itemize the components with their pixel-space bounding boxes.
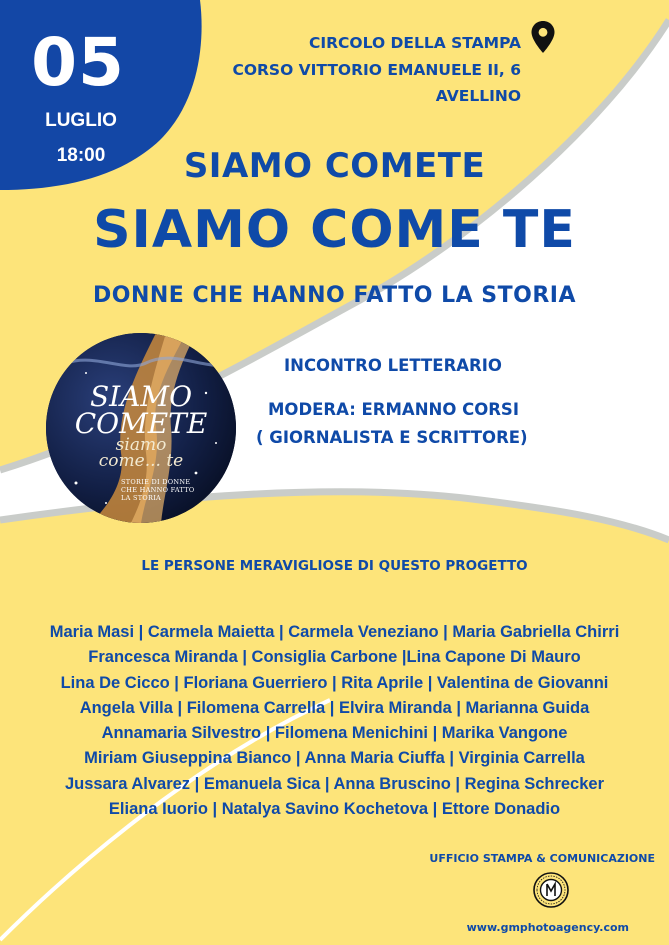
title-line-1: SIAMO COMETE [183,146,486,186]
cover-subtitle-line-1: STORIE DI DONNE [121,478,191,486]
cover-title-line-2: COMETE [74,407,208,440]
people-list [0,620,669,822]
location-pin-icon [530,20,556,54]
people-line: Lina De Cicco | Floriana Guerriero | Rita Aprile | Valentina de Giovanni [60,673,609,692]
event-month: LUGLIO [45,110,117,131]
venue-name: CIRCOLO DELLA STAMPA [308,34,521,52]
title-line-2: SIAMO COME TE [93,200,576,260]
event-type: INCONTRO LETTERARIO [284,356,502,375]
cover-subtitle [121,478,231,502]
people-line: Francesca Miranda | Consiglia Carbone |Lina Capone Di Mauro [88,648,581,667]
cover-script-line-1: siamo [115,435,167,455]
press-office-label: UFFICIO STAMPA & COMUNICAZIONE [429,852,655,865]
people-line: Angela Villa | Filomena Carrella | Elvira Miranda | Marianna Guida [79,698,590,717]
cover-title-line-1: SIAMO [89,380,193,413]
people-line: Maria Masi | Carmela Maietta | Carmela Veneziano | Maria Gabriella Chirri [49,623,620,641]
people-line: Miriam Giuseppina Bianco | Anna Maria Ciuffa | Virginia Carrella [84,749,585,768]
cover-subtitle-line-2: CHE HANNO FATTO [121,486,195,494]
venue [232,30,521,110]
cover-script-line-2: come... te [98,451,184,471]
people-line: Annamaria Silvestro | Filomena Menichini | Marika Vangone [101,724,568,743]
moderator-role: ( GIORNALISTA E SCRITTORE) [256,428,528,447]
cover-subtitle-line-3: LA STORIA [121,494,162,502]
cover-script [46,437,236,469]
moderator: MODERA: ERMANNO CORSI [268,400,519,419]
event-day: 05 [31,24,125,101]
venue-city: AVELLINO [435,87,521,105]
people-section-title: LE PERSONE MERAVIGLIOSE DI QUESTO PROGETTO [141,558,528,574]
people-line: Jussara Alvarez | Emanuela Sica | Anna Bruscino | Regina Schrecker [64,774,605,793]
event-time: 18:00 [56,145,106,166]
people-line: Eliana Iuorio | Natalya Savino Kochetova | Ettore Donadio [108,800,561,819]
agency-logo-icon [533,872,569,908]
agency-website: www.gmphotoagency.com [466,921,629,934]
book-cover [46,333,236,523]
subtitle: DONNE CHE HANNO FATTO LA STORIA [93,283,576,308]
venue-address: CORSO VITTORIO EMANUELE II, 6 [232,60,521,79]
